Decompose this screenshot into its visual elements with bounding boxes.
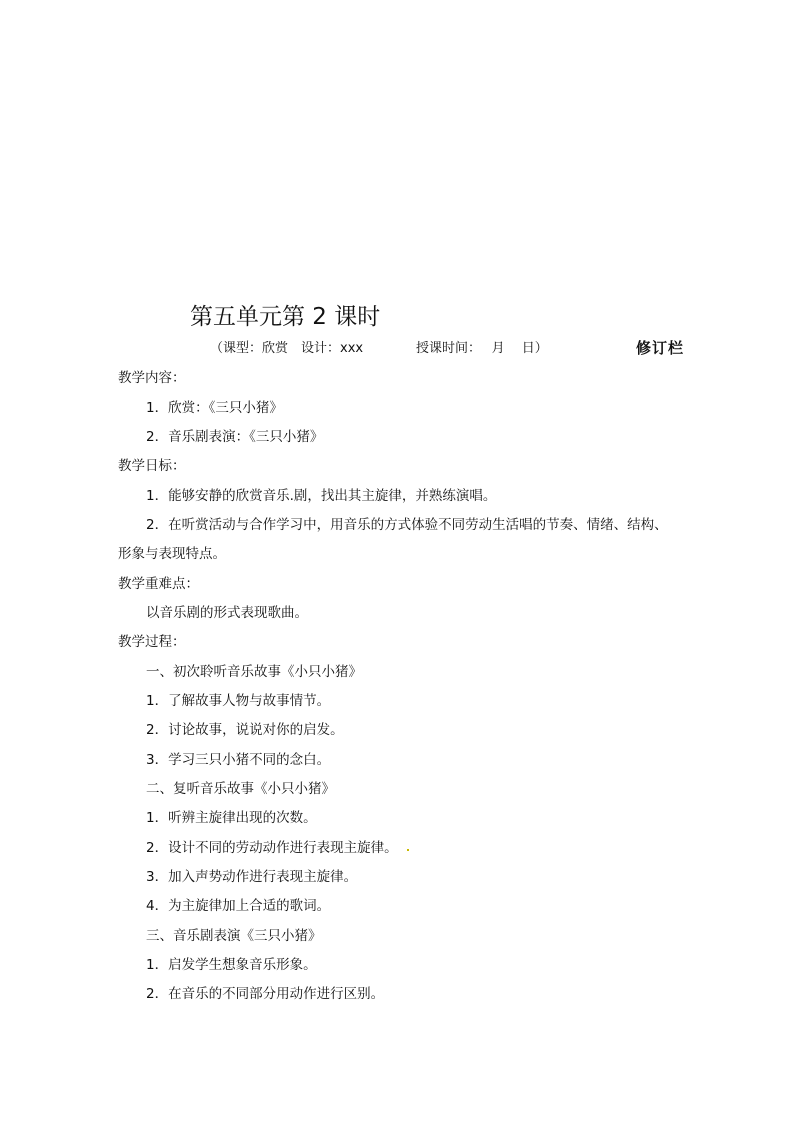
objective-item-continued: 形象与表现特点。 (118, 546, 226, 562)
stray-dot-mark (407, 849, 409, 851)
content-item: 2．音乐剧表演：《三只小猪》 (146, 429, 324, 445)
revision-column-label: 修订栏 (636, 339, 685, 357)
process-step-heading: 二、复听音乐故事《小只小猪》 (146, 781, 335, 797)
process-item: 1．启发学生想象音乐形象。 (146, 957, 317, 973)
process-item: 2．设计不同的劳动动作进行表现主旋律。 (146, 840, 398, 856)
process-item: 2．在音乐的不同部分用动作进行区别。 (146, 986, 385, 1002)
process-step-heading: 一、初次聆听音乐故事《小只小猪》 (146, 664, 362, 680)
process-item: 4．为主旋律加上合适的歌词。 (146, 898, 331, 914)
lesson-time: 授课时间： 月 日） (416, 341, 548, 356)
process-item: 3．学习三只小猪不同的念白。 (146, 752, 331, 768)
objective-item: 1．能够安静的欣赏音乐.剧，找出其主旋律，并熟练演唱。 (146, 488, 497, 504)
process-item: 1．了解故事人物与故事情节。 (146, 693, 331, 709)
section-heading-objectives: 教学日标： (118, 458, 186, 474)
section-heading-process: 教学过程： (118, 634, 186, 650)
objective-item: 2．在听赏活动与合作学习中，用音乐的方式体验不同劳动生活唱的节奏、情绪、结构、 (146, 517, 668, 533)
content-item: 1．欣赏：《三只小猪》 (146, 400, 283, 416)
key-point-item: 以音乐剧的形式表现歌曲。 (146, 605, 308, 621)
process-item: 2．讨论故事，说说对你的启发。 (146, 722, 344, 738)
process-item: 3．加入声势动作进行表现主旋律。 (146, 869, 358, 885)
lesson-type-designer: （课型：欣赏 设计：xxx (210, 341, 364, 356)
page-title: 第五单元第 2 课时 (190, 304, 381, 330)
process-step-heading: 三、音乐剧表演《三只小猪》 (146, 928, 322, 944)
process-item: 1．听辨主旋律出现的次数。 (146, 810, 317, 826)
section-heading-content: 教学内容： (118, 370, 186, 386)
section-heading-key-points: 教学重难点： (118, 576, 199, 592)
